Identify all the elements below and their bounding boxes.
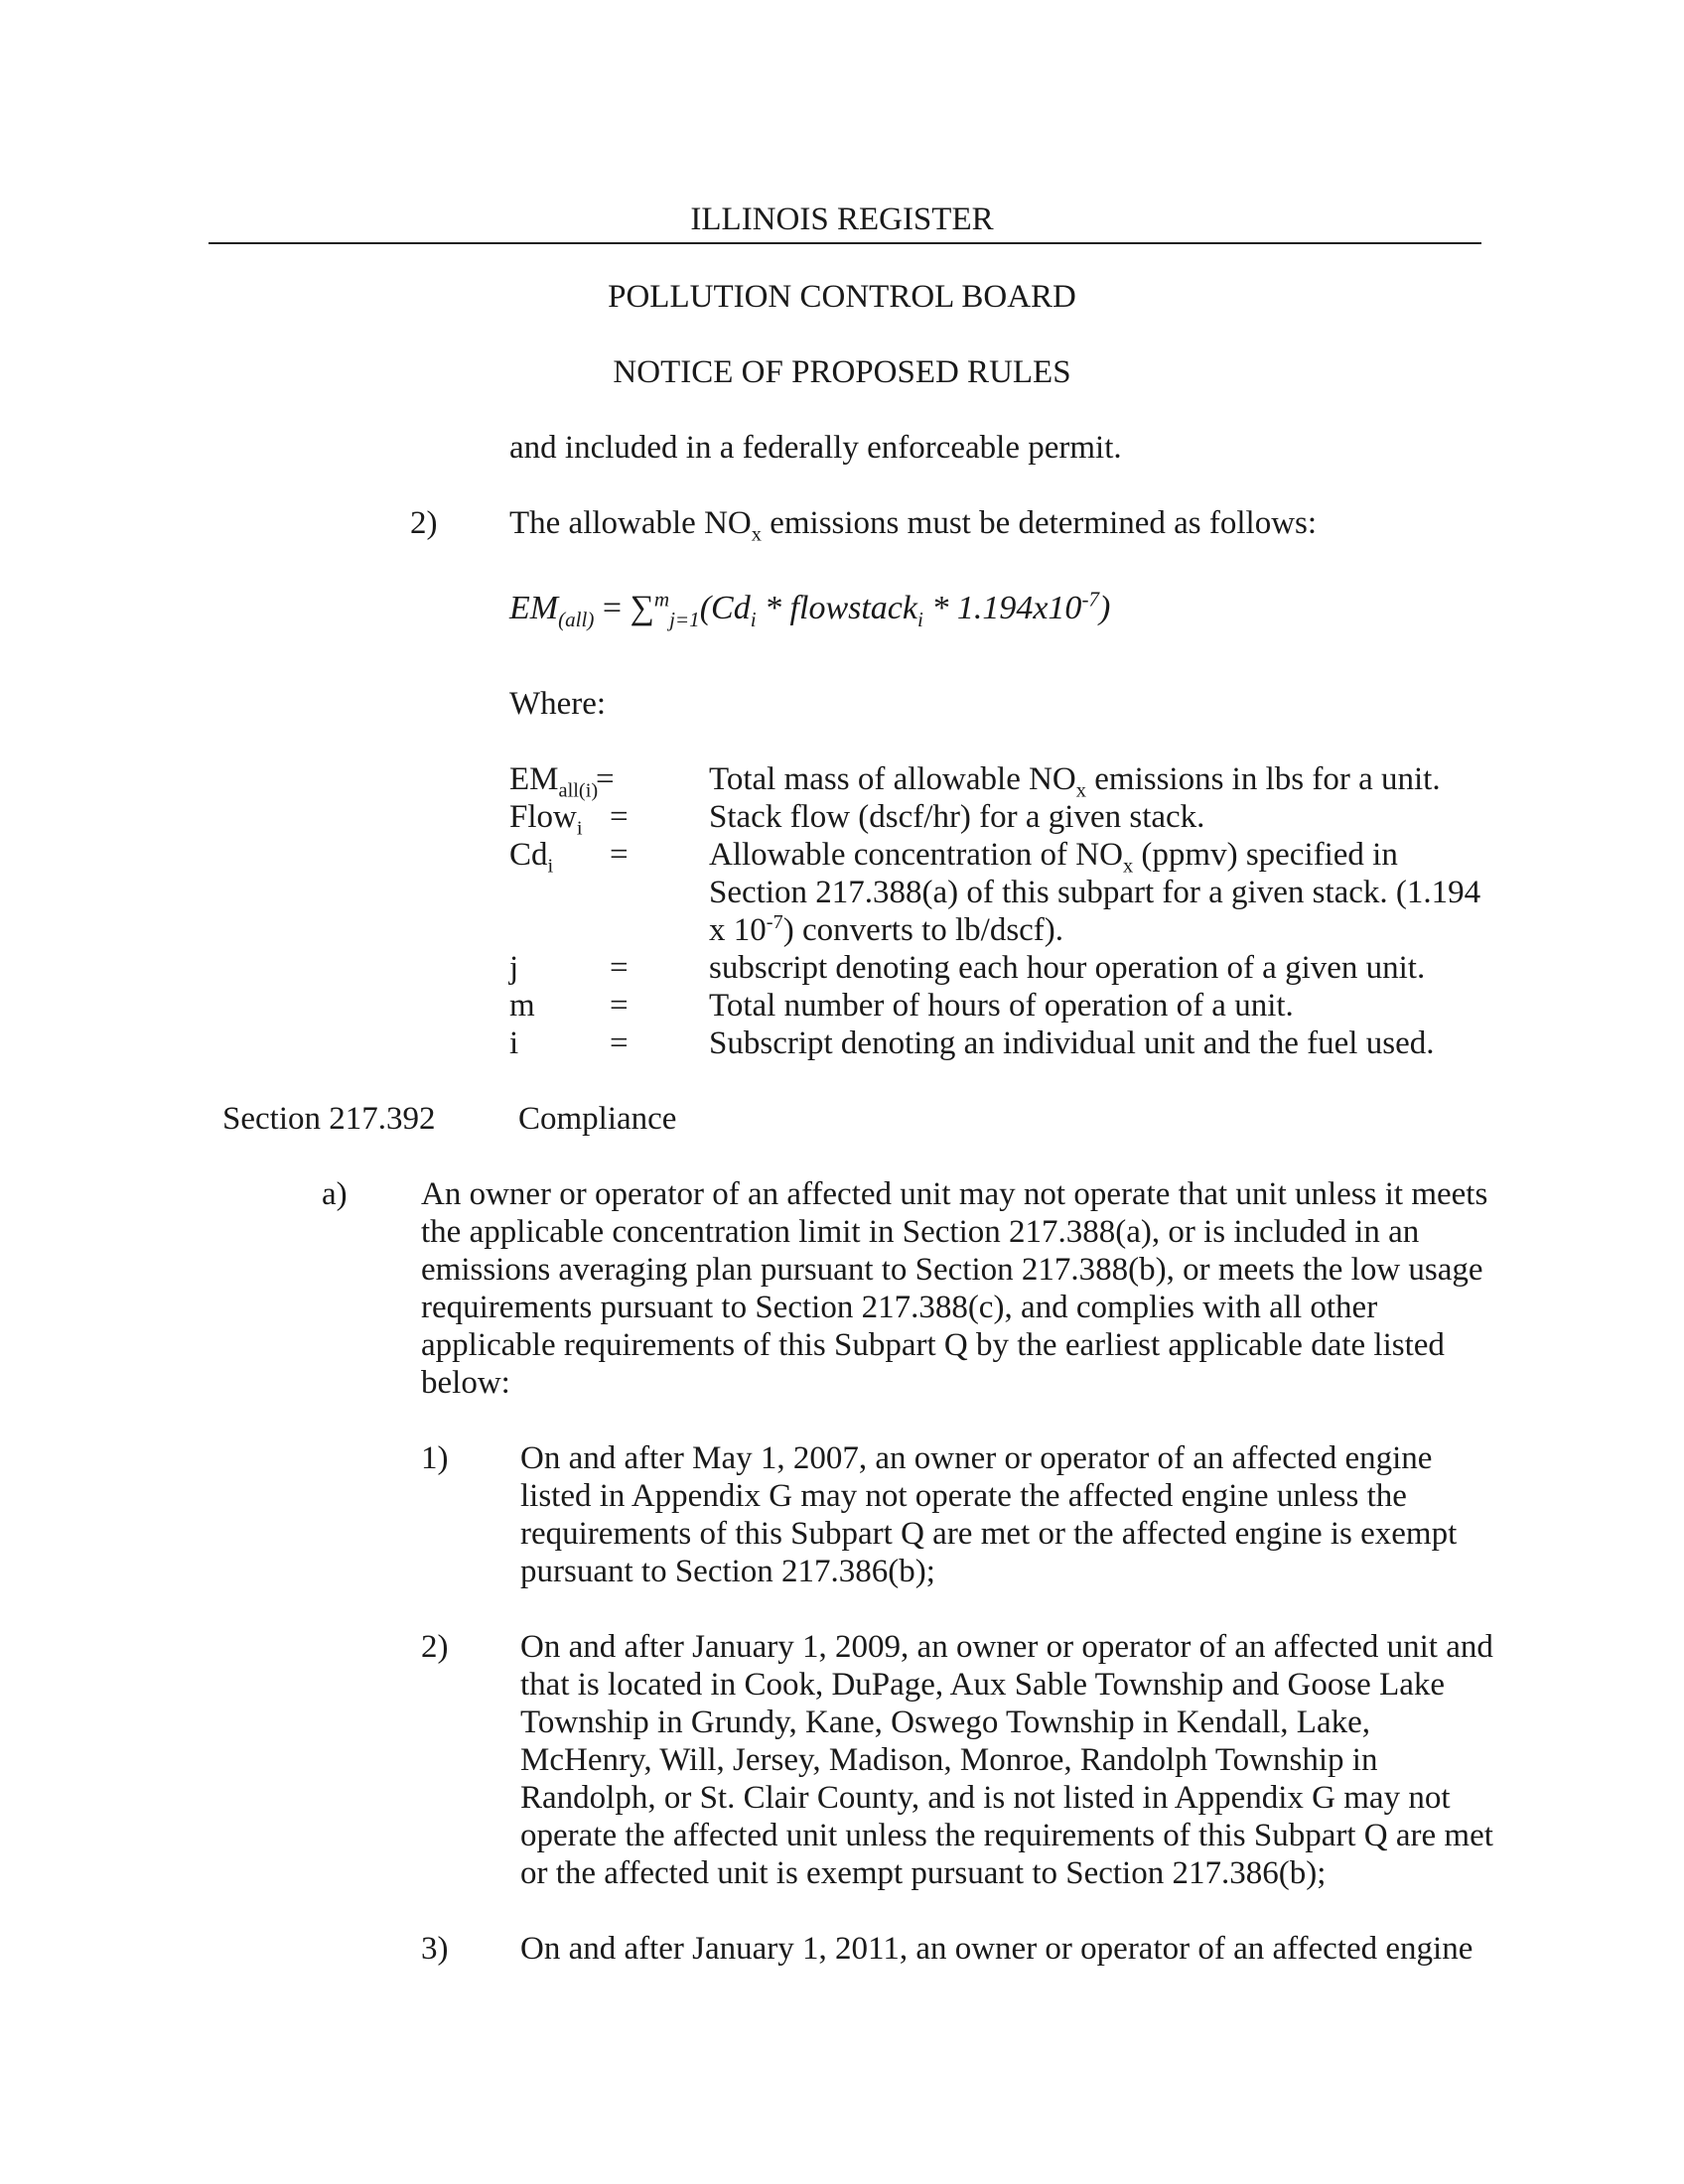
definition-text: Subscript denoting an individual unit and the fuel used. [709, 1025, 1435, 1061]
header-rule [209, 242, 1481, 244]
definition-text: Stack flow (dscf/hr) for a given stack. [709, 799, 1205, 835]
item-2-text: The allowable $NO_x$ emissions must be determined as follows: [509, 505, 1318, 546]
notice-title: NOTICE OF PROPOSED RULES [613, 354, 1071, 390]
definition-text: Total number of hours of operation of a unit. [709, 988, 1294, 1024]
definition-equals: = [610, 837, 629, 873]
list-item-label: 1) [421, 1440, 449, 1476]
item-2-label: 2) [410, 505, 438, 541]
definition-equals: = [596, 761, 615, 797]
definition-equals: = [610, 1025, 629, 1061]
list-item-text: On and after January 1, 2009, an owner or operator of an affected unit and that is located in Cook, DuPage, Aux Sable Township and Goose Lake Township in Grundy, Kane, Oswego Township in Kendall, Lake, McHenry, Will, Jersey, Madison, Monroe, Randolph Township in Randolph, or St. Clair County, and is not listed in Appendix G may not operate the affected unit unless the requirements of this Subpart Q are met or the affected unit is exempt pursuant to Section 217.386(b); [520, 1629, 1493, 1891]
list-item-label: 3) [421, 1931, 449, 1967]
list-item-text: On and after May 1, 2007, an owner or operator of an affected engine listed in Appendix G may not operate the affected engine unless the requirements of this Subpart Q are met or the affected engine is exempt pursuant to Section 217.386(b); [520, 1440, 1458, 1589]
definition-term: i [509, 1025, 519, 1061]
section-title: Compliance [518, 1101, 677, 1137]
definition-term: m [509, 988, 535, 1024]
continuation-text: and included in a federally enforceable permit. [509, 430, 1122, 466]
list-item-text: On and after January 1, 2011, an owner or operator of an affected engine [520, 1931, 1474, 1967]
definition-equals: = [610, 799, 629, 835]
agency-title: POLLUTION CONTROL BOARD [608, 279, 1076, 315]
definition-text: Total mass of allowable $NO_x$ emissions in lbs for a unit. [709, 761, 1441, 802]
definition-term: Flow$_i$ [509, 799, 583, 840]
definition-term: $EM_{all(i)}$ [509, 761, 599, 802]
definition-term: j [509, 950, 519, 986]
list-item-label: 2) [421, 1629, 449, 1665]
definition-equals: = [610, 988, 629, 1024]
definition-equals: = [610, 950, 629, 986]
definition-text: Allowable concentration of $NO_x$ (ppmv) specified in Section 217.388(a) of this subpart for a given stack. (1.194 x $10^{-7}$) converts to lb/dscf). [709, 837, 1481, 948]
subsection-a-label: a) [322, 1176, 348, 1212]
section-number: Section 217.392 [222, 1101, 436, 1137]
definition-text: subscript denoting each hour operation of a given unit. [709, 950, 1426, 986]
subsection-a-text: An owner or operator of an affected unit may not operate that unit unless it meets the applicable concentration limit in Section 217.388(a), or is included in an emissions averaging plan pursuant to Section 217.388(b), or meets the low usage requirements pursuant to Section 217.388(c), and complies with all other applicable requirements of this Subpart Q by the earliest applicable date listed below: [421, 1176, 1488, 1401]
definition-term: $Cd_i$ [509, 837, 554, 878]
emissions-formula: $EM_{(all)} = \sum^m_{j=1}(Cd_i$ * flowstack$_i$ * $1.194x10^{-7}$) [509, 587, 1111, 631]
where-label: Where: [509, 686, 607, 722]
register-title: ILLINOIS REGISTER [690, 202, 994, 237]
